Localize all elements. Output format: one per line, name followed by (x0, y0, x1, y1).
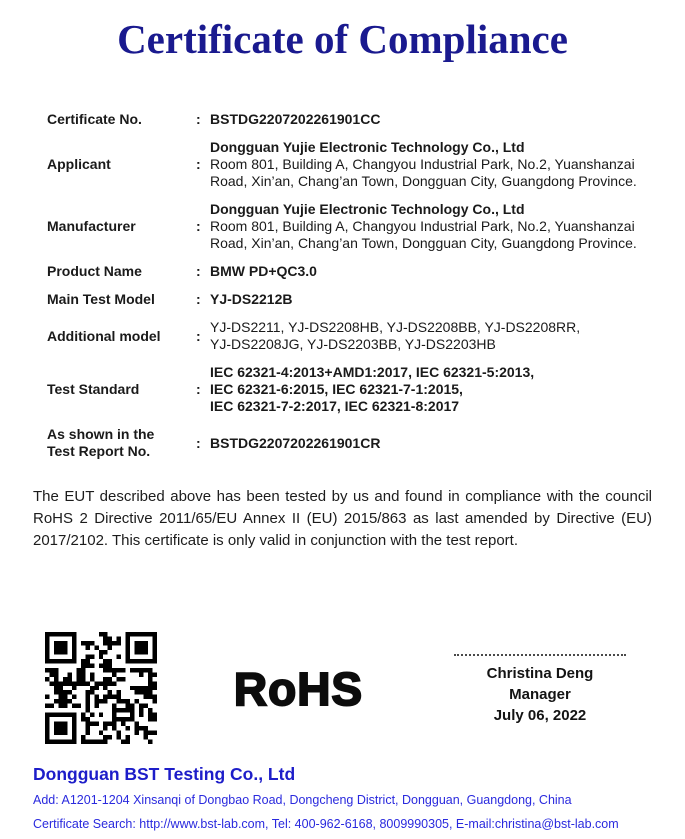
field-manufacturer (47, 201, 652, 252)
field-label: Manufacturer (47, 218, 136, 234)
field-test-standard (47, 364, 652, 415)
field-separator: : (196, 111, 201, 127)
field-certificate-no (47, 111, 652, 128)
additional-model-line1: YJ-DS2211, YJ-DS2208HB, YJ-DS2208BB, YJ-DS2208RR, (210, 319, 581, 335)
field-separator: : (196, 291, 201, 307)
field-separator: : (196, 327, 201, 344)
field-value (210, 201, 652, 252)
signature-date: July 06, 2022 (493, 707, 587, 724)
test-standard-line1: IEC 62321-4:2013+AMD1:2017, IEC 62321-5:2013, (210, 364, 535, 380)
field-applicant (47, 139, 652, 190)
field-label: Applicant (47, 156, 111, 172)
rohs-logo: RoHS (233, 663, 364, 715)
field-value: YJ-DS2212B (210, 291, 293, 307)
field-value: BSTDG2207202261901CC (210, 111, 381, 127)
certificate-search-line: Certificate Search: http://www.bst-lab.com, Tel: 400-962-6168, 8009990305, E-mail:christina@bst-lab.com (33, 817, 619, 831)
field-separator: : (196, 381, 201, 397)
field-value: BMW PD+QC3.0 (210, 263, 317, 279)
field-value (210, 364, 652, 415)
field-test-report-no (47, 426, 652, 460)
field-additional-model (47, 319, 652, 353)
field-label (47, 426, 196, 460)
field-product-name (47, 263, 652, 280)
field-label: Main Test Model (47, 291, 155, 307)
signature-dotted-line (454, 654, 626, 656)
lab-address: Add: A1201-1204 Xinsanqi of Dongbao Road, Dongcheng District, Dongguan, Guangdong, China (33, 793, 572, 807)
signatory-name: Christina Deng (486, 665, 594, 682)
field-separator: : (196, 434, 201, 451)
manufacturer-address-line2: Road, Xin’an, Chang’an Town, Dongguan City, Guangdong Province. (210, 235, 637, 251)
test-standard-line2: IEC 62321-6:2015, IEC 62321-7-1:2015, (210, 381, 463, 397)
certificate-fields (47, 111, 652, 460)
qr-code-icon (45, 632, 157, 744)
additional-model-line2: YJ-DS2208JG, YJ-DS2203BB, YJ-DS2203HB (210, 336, 496, 352)
test-report-label-line1: As shown in the (47, 426, 155, 442)
field-separator: : (196, 156, 201, 172)
test-standard-line3: IEC 62321-7-2:2017, IEC 62321-8:2017 (210, 398, 460, 414)
lab-footer (33, 764, 652, 832)
field-value (210, 319, 652, 353)
signatory-role: Manager (509, 686, 571, 703)
field-label: Certificate No. (47, 111, 142, 127)
compliance-statement: The EUT described above has been tested by us and found in compliance with the council RoHS 2 Directive 2011/65/EU Annex II (EU) 2015/863 as last amended by Directive (EU) 2017/2102. This certificate is only valid in conjunction with the test report. (33, 488, 652, 549)
applicant-address-line2: Road, Xin’an, Chang’an Town, Dongguan City, Guangdong Province. (210, 173, 637, 189)
field-main-test-model (47, 291, 652, 308)
test-report-label-line2: Test Report No. (47, 443, 151, 459)
manufacturer-company: Dongguan Yujie Electronic Technology Co., Ltd (210, 201, 525, 217)
field-separator: : (196, 263, 201, 279)
applicant-address-line1: Room 801, Building A, Changyou Industrial Park, No.2, Yuanshanzai (210, 156, 635, 172)
manufacturer-address-line1: Room 801, Building A, Changyou Industrial Park, No.2, Yuanshanzai (210, 218, 635, 234)
lab-name: Dongguan BST Testing Co., Ltd (33, 764, 296, 784)
certificate-title: Certificate of Compliance (117, 16, 568, 62)
field-label: Product Name (47, 263, 142, 279)
field-label: Additional model (47, 327, 161, 344)
applicant-company: Dongguan Yujie Electronic Technology Co., Ltd (210, 139, 525, 155)
signature-block (440, 654, 640, 726)
field-label: Test Standard (47, 381, 140, 397)
field-value: BSTDG2207202261901CR (210, 434, 381, 451)
field-separator: : (196, 218, 201, 234)
stamp-signature-band (45, 632, 640, 744)
field-value (210, 139, 652, 190)
